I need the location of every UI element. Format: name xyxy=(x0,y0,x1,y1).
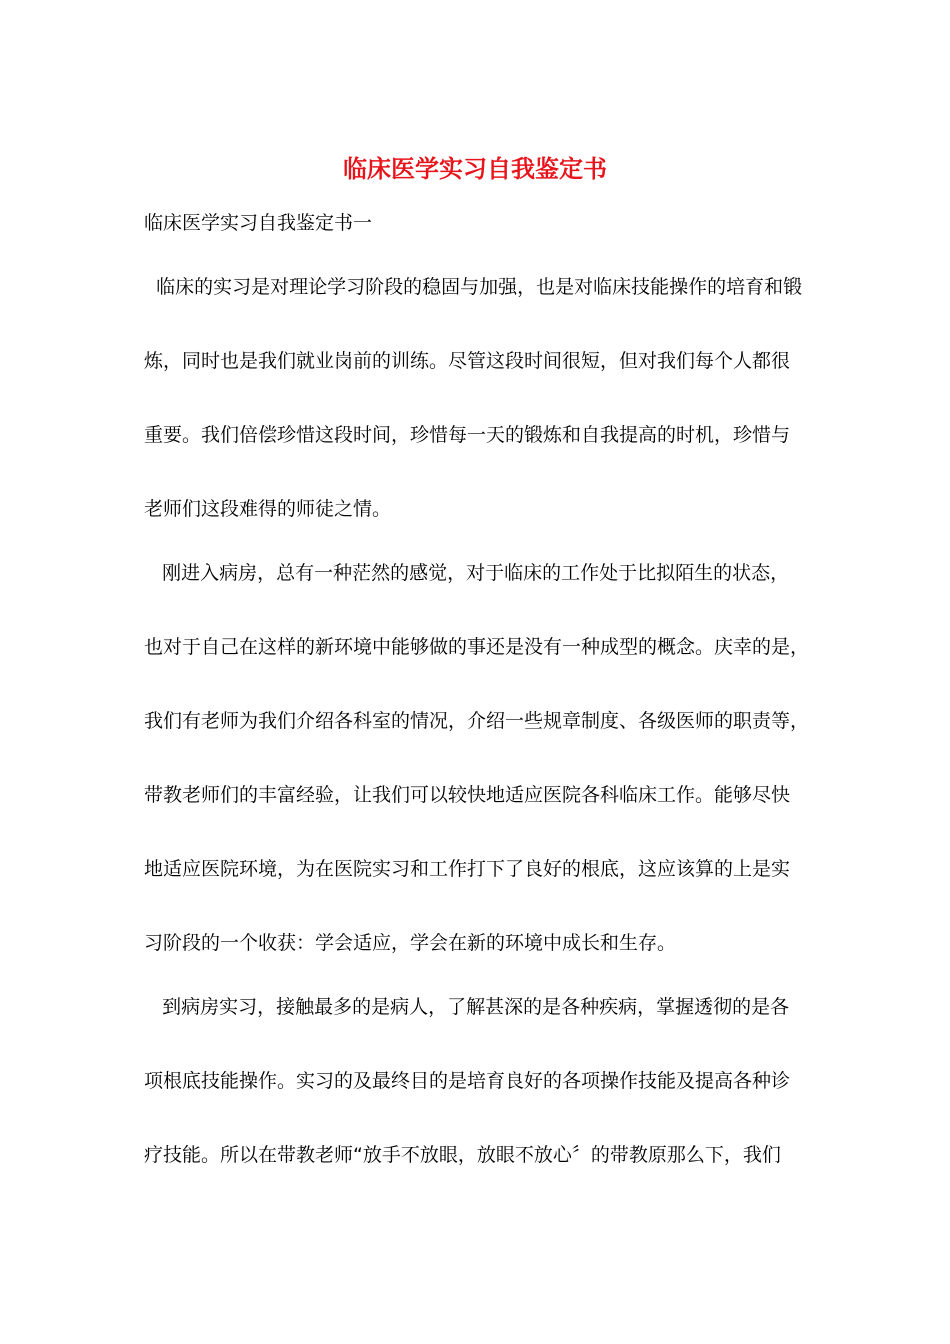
text-line: 临床的实习是对理论学习阶段的稳固与加强，也是对临床技能操作的培育和锻 xyxy=(144,276,803,298)
document-title: 临床医学实习自我鉴定书 xyxy=(343,154,607,183)
text-line: 项根底技能操作。实习的及最终目的是培育良好的各项操作技能及提高各种诊 xyxy=(144,1070,791,1092)
text-line: 炼，同时也是我们就业岗前的训练。尽管这段时间很短，但对我们每个人都很 xyxy=(144,350,791,372)
text-line: 刚进入病房，总有一种茫然的感觉，对于临床的工作处于比拟陌生的状态， xyxy=(144,562,790,584)
text-line: 我们有老师为我们介绍各科室的情况，介绍一些规章制度、各级医师的职责等， xyxy=(144,710,810,732)
document-subtitle: 临床医学实习自我鉴定书一 xyxy=(144,212,373,234)
text-line: 重要。我们倍偿珍惜这段时间，珍惜每一天的锻炼和自我提高的时机，珍惜与 xyxy=(144,424,791,446)
text-line: 疗技能。所以在带教老师“放手不放眼，放眼不放心〞的带教原那么下，我们 xyxy=(144,1144,781,1166)
text-line: 也对于自己在这样的新环境中能够做的事还是没有一种成型的概念。庆幸的是， xyxy=(144,636,810,658)
text-line: 习阶段的一个收获：学会适应，学会在新的环境中成长和生存。 xyxy=(144,932,677,954)
text-line: 老师们这段难得的师徒之情。 xyxy=(144,498,392,520)
text-line: 地适应医院环境，为在医院实习和工作打下了良好的根底，这应该算的上是实 xyxy=(144,858,791,880)
text-line: 到病房实习，接触最多的是病人，了解甚深的是各种疾病，掌握透彻的是各 xyxy=(144,996,790,1018)
text-line: 带教老师们的丰富经验，让我们可以较快地适应医院各科临床工作。能够尽快 xyxy=(144,784,791,806)
